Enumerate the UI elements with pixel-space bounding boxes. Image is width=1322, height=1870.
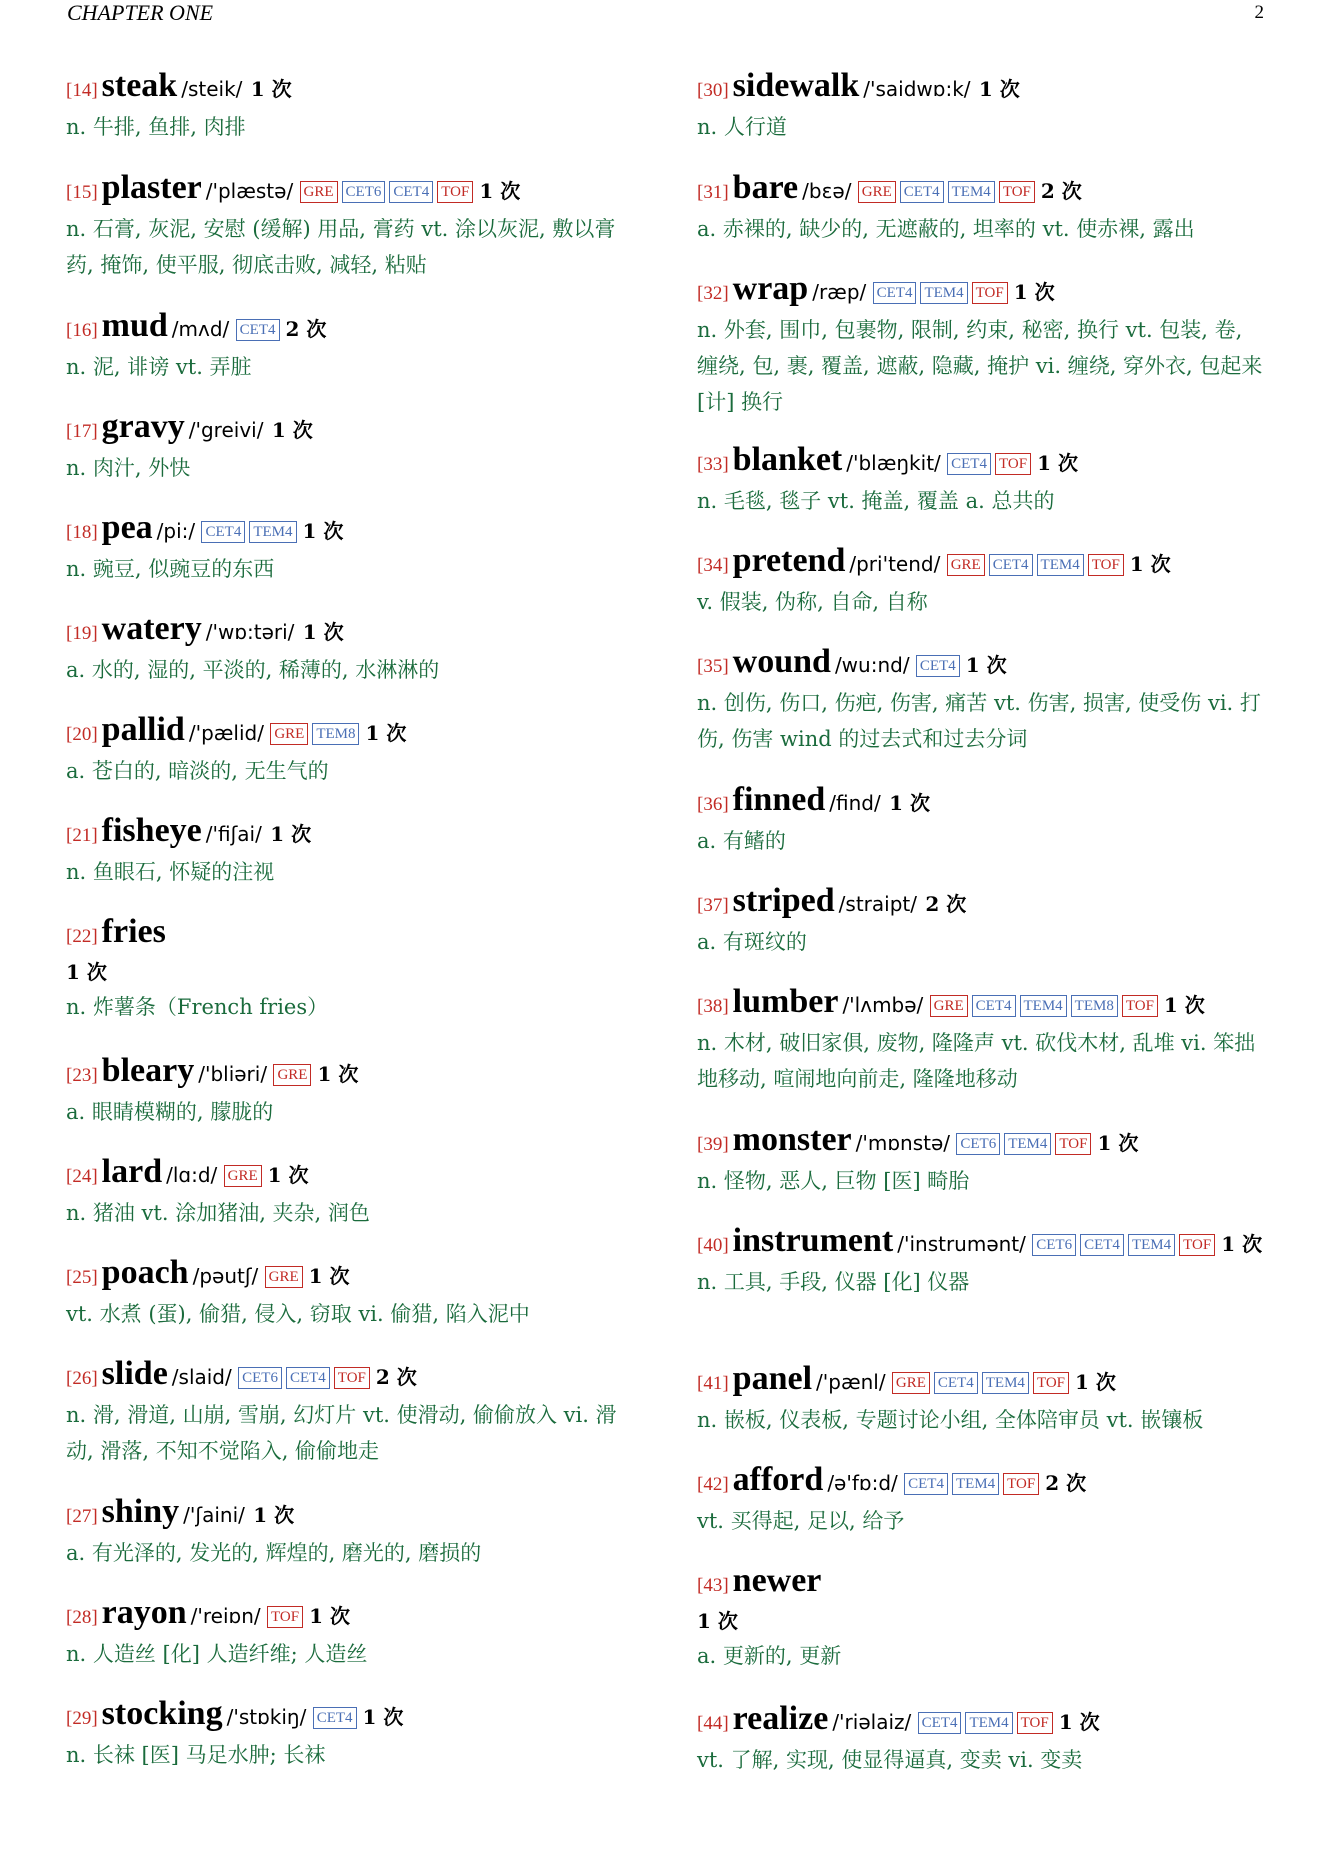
- entry-number: [39]: [697, 1134, 729, 1155]
- occurrence-count: 2 次: [1040, 179, 1082, 203]
- exam-tag-cet6: CET6: [342, 181, 386, 203]
- entry-number: [23]: [66, 1065, 98, 1086]
- entry-number: [40]: [697, 1235, 729, 1256]
- exam-tag-tof: TOF: [999, 181, 1035, 203]
- vocab-entry: [66, 170, 638, 283]
- exam-tag-cet4: CET4: [236, 319, 280, 341]
- definition: n. 人造丝 [化] 人造纤维; 人造丝: [66, 1642, 368, 1666]
- definition: a. 苍白的, 暗淡的, 无生气的: [66, 759, 329, 783]
- definition: n. 木材, 破旧家俱, 废物, 隆隆声 vt. 砍伐木材, 乱堆 vi. 笨拙地移动, 喧闹地向前走, 隆隆地移动: [697, 1031, 1256, 1091]
- entry-number: [42]: [697, 1474, 729, 1495]
- exam-tag-tem4: TEM4: [249, 521, 296, 543]
- vocab-entry: [697, 170, 1267, 247]
- definition: n. 创伤, 伤口, 伤疤, 伤害, 痛苦 vt. 伤害, 损害, 使受伤 vi. 打伤, 伤害 wind 的过去式和过去分词: [697, 691, 1261, 751]
- headword: gravy: [101, 408, 185, 445]
- definition: a. 眼睛模糊的, 朦胧的: [66, 1100, 274, 1124]
- headword: watery: [101, 610, 202, 647]
- phonetic: /steik/: [181, 77, 243, 101]
- definition: n. 鱼眼石, 怀疑的注视: [66, 860, 275, 884]
- entry-headline: [66, 409, 638, 450]
- phonetic: /'riəlaiz/: [832, 1710, 912, 1734]
- occurrence-count: 1 次: [1163, 993, 1205, 1017]
- exam-tag-tem4: TEM4: [952, 1473, 999, 1495]
- occurrence-count: 1 次: [267, 1163, 309, 1187]
- vocab-entry: [697, 1223, 1267, 1300]
- definition: a. 有光泽的, 发光的, 辉煌的, 磨光的, 磨损的: [66, 1541, 482, 1565]
- occurrence-count: 1 次: [1013, 280, 1055, 304]
- vocab-entry: [697, 271, 1267, 420]
- exam-tag-gre: GRE: [300, 181, 338, 203]
- headword: afford: [732, 1461, 824, 1498]
- entry-headline: [66, 308, 638, 349]
- vocab-entry: [697, 883, 1267, 960]
- headword: sidewalk: [732, 67, 860, 104]
- phonetic: /'mɒnstə/: [855, 1131, 951, 1155]
- entry-headline: [697, 1701, 1267, 1742]
- phonetic: /ə'fɒ:d/: [827, 1471, 898, 1495]
- occurrence-count: 1 次: [1037, 451, 1078, 475]
- entry-headline: [697, 644, 1267, 685]
- definition: n. 牛排, 鱼排, 肉排: [66, 115, 246, 139]
- headword: poach: [101, 1254, 189, 1291]
- vocab-entry: [66, 68, 638, 145]
- occurrence-count: 1 次: [253, 1503, 295, 1527]
- occurrence-count: 1 次: [1075, 1370, 1116, 1394]
- definition: v. 假装, 伪称, 自命, 自称: [697, 590, 928, 614]
- entry-headline: [66, 170, 638, 211]
- phonetic: /bɛə/: [802, 179, 852, 203]
- exam-tag-tem4: TEM4: [1004, 1133, 1051, 1155]
- entry-headline: [697, 883, 1267, 924]
- headword: plaster: [101, 169, 202, 206]
- page-number: 2: [1254, 2, 1264, 23]
- exam-tag-tof: TOF: [1088, 554, 1124, 576]
- entry-headline: [697, 1122, 1267, 1163]
- definition: n. 石膏, 灰泥, 安慰 (缓解) 用品, 膏药 vt. 涂以灰泥, 敷以膏药, 掩饰, 使平服, 彻底击败, 减轻, 粘贴: [66, 217, 616, 277]
- headword: pea: [101, 509, 153, 546]
- exam-tag-tem4: TEM4: [920, 282, 967, 304]
- occurrence-count: 1 次: [250, 77, 292, 101]
- entry-headline: [697, 782, 1267, 823]
- vocab-entry: [66, 1494, 638, 1571]
- headword: instrument: [732, 1222, 894, 1259]
- vocab-entry: [697, 68, 1267, 145]
- occurrence-count: 1 次: [302, 519, 344, 543]
- exam-tag-tem8: TEM8: [312, 723, 359, 745]
- definition: n. 人行道: [697, 115, 787, 139]
- definition: n. 嵌板, 仪表板, 专题讨论小组, 全体陪审员 vt. 嵌镶板: [697, 1408, 1204, 1432]
- entry-headline: [66, 510, 638, 551]
- entry-number: [21]: [66, 825, 98, 846]
- entry-headline: [66, 1154, 638, 1195]
- vocab-entry: [697, 1462, 1267, 1539]
- entry-headline: [66, 1255, 638, 1296]
- definition: n. 豌豆, 似豌豆的东西: [66, 557, 275, 581]
- entry-headline: [66, 1356, 638, 1397]
- exam-tag-tem4: TEM4: [1128, 1234, 1175, 1256]
- entry-headline: [66, 1494, 638, 1535]
- vocab-entry: [697, 782, 1267, 859]
- occurrence-count: 1 次: [1221, 1232, 1263, 1256]
- phonetic: /'bliəri/: [198, 1062, 268, 1086]
- phonetic: /pi:/: [156, 519, 196, 543]
- vocab-entry: [697, 1701, 1267, 1778]
- headword: stocking: [101, 1695, 223, 1732]
- vocab-entry: [66, 914, 638, 1025]
- entry-headline: [697, 442, 1267, 483]
- phonetic: /'plæstə/: [205, 179, 294, 203]
- exam-tag-cet4: CET4: [286, 1367, 330, 1389]
- exam-tag-gre: GRE: [224, 1165, 262, 1187]
- phonetic: /'pænl/: [816, 1370, 886, 1394]
- vocab-entry: [66, 1255, 638, 1332]
- vocab-entry: [66, 611, 638, 688]
- phonetic: /'fiʃai/: [205, 822, 262, 846]
- headword: finned: [732, 781, 826, 818]
- definition: vt. 买得起, 足以, 给予: [697, 1509, 905, 1533]
- phonetic: /'reiɒn/: [190, 1604, 261, 1628]
- occurrence-count: 1 次: [302, 620, 344, 644]
- definition: vt. 了解, 实现, 使显得逼真, 变卖 vi. 变卖: [697, 1748, 1083, 1772]
- entry-number: [25]: [66, 1267, 98, 1288]
- entry-number: [34]: [697, 555, 729, 576]
- exam-tag-cet4: CET4: [201, 521, 245, 543]
- definition: a. 水的, 湿的, 平淡的, 稀薄的, 水淋淋的: [66, 658, 440, 682]
- vocab-entry: [66, 1356, 638, 1469]
- exam-tag-tof: TOF: [1055, 1133, 1091, 1155]
- exam-tag-tof: TOF: [1033, 1372, 1069, 1394]
- headword: realize: [732, 1700, 829, 1737]
- occurrence-count: 1 次: [270, 822, 312, 846]
- entry-number: [26]: [66, 1368, 98, 1389]
- occurrence-count: 1 次: [697, 1609, 738, 1633]
- occurrence-count: 1 次: [317, 1062, 359, 1086]
- occurrence-count: 1 次: [965, 653, 1007, 677]
- entry-number: [29]: [66, 1708, 98, 1729]
- entry-headline: [66, 68, 638, 109]
- phonetic: /find/: [829, 791, 881, 815]
- definition: n. 外套, 围巾, 包裹物, 限制, 约束, 秘密, 换行 vt. 包装, 卷, 缠绕, 包, 裹, 覆盖, 遮蔽, 隐藏, 掩护 vi. 缠绕, 穿外衣, 包起来 [计] 换行: [697, 318, 1263, 414]
- entry-number: [20]: [66, 724, 98, 745]
- exam-tag-tof: TOF: [1003, 1473, 1039, 1495]
- occurrence-count: 1 次: [978, 77, 1020, 101]
- exam-tag-tof: TOF: [995, 453, 1031, 475]
- headword: newer: [732, 1562, 822, 1599]
- exam-tag-gre: GRE: [947, 554, 985, 576]
- entry-number: [35]: [697, 656, 729, 677]
- exam-tag-cet4: CET4: [916, 655, 960, 677]
- occurrence-count: 1 次: [271, 418, 313, 442]
- vocab-entry: [66, 1154, 638, 1231]
- occurrence-count: 2 次: [375, 1365, 417, 1389]
- entry-number: [38]: [697, 996, 729, 1017]
- entry-number: [15]: [66, 182, 98, 203]
- occurrence-count: 1 次: [362, 1705, 404, 1729]
- definition: a. 有斑纹的: [697, 930, 807, 954]
- occurrence-count: 2 次: [285, 317, 327, 341]
- phonetic: /'ʃaini/: [183, 1503, 245, 1527]
- entry-number: [16]: [66, 320, 98, 341]
- entry-headline: [697, 1223, 1267, 1264]
- vocab-entry: [66, 1696, 638, 1773]
- definition: n. 肉汁, 外快: [66, 456, 191, 480]
- exam-tag-tof: TOF: [334, 1367, 370, 1389]
- exam-tag-gre: GRE: [892, 1372, 930, 1394]
- headword: shiny: [101, 1493, 180, 1530]
- exam-tag-tem4: TEM4: [982, 1372, 1029, 1394]
- phonetic: /straipt/: [838, 892, 917, 916]
- entry-headline: [697, 1361, 1267, 1402]
- exam-tag-cet4: CET4: [918, 1712, 962, 1734]
- exam-tag-cet4: CET4: [904, 1473, 948, 1495]
- entry-headline: [66, 1696, 638, 1737]
- headword: wrap: [732, 270, 809, 307]
- exam-tag-cet4: CET4: [947, 453, 991, 475]
- phonetic: /slaid/: [171, 1365, 232, 1389]
- definition: vt. 水煮 (蛋), 偷猎, 侵入, 窃取 vi. 偷猎, 陷入泥中: [66, 1302, 530, 1326]
- exam-tag-cet6: CET6: [956, 1133, 1000, 1155]
- phonetic: /'saidwɒ:k/: [863, 77, 971, 101]
- entry-number: [17]: [66, 421, 98, 442]
- entry-headline: [697, 170, 1267, 211]
- exam-tag-cet4: CET4: [972, 995, 1016, 1017]
- entry-headline: [697, 984, 1267, 1025]
- headword: panel: [732, 1360, 813, 1397]
- entry-number: [37]: [697, 895, 729, 916]
- headword: lard: [101, 1153, 163, 1190]
- entry-headline: [66, 914, 638, 955]
- vocab-entry: [66, 409, 638, 486]
- entry-number: [44]: [697, 1713, 729, 1734]
- exam-tag-tem4: TEM4: [965, 1712, 1012, 1734]
- exam-tag-gre: GRE: [270, 723, 308, 745]
- phonetic: /'wɒ:təri/: [205, 620, 295, 644]
- entry-headline: [697, 1563, 1267, 1604]
- exam-tag-cet4: CET4: [1080, 1234, 1124, 1256]
- definition: n. 工具, 手段, 仪器 [化] 仪器: [697, 1270, 970, 1294]
- occurrence-count: 1 次: [66, 960, 107, 984]
- phonetic: /pri'tend/: [849, 552, 941, 576]
- phonetic: /mʌd/: [171, 317, 230, 341]
- entry-number: [14]: [66, 80, 98, 101]
- headword: wound: [732, 643, 831, 680]
- headword: bare: [732, 169, 799, 206]
- vocab-entry: [66, 308, 638, 385]
- definition: n. 怪物, 恶人, 巨物 [医] 畸胎: [697, 1169, 970, 1193]
- entry-number: [43]: [697, 1575, 729, 1596]
- vocab-entry: [697, 1122, 1267, 1199]
- vocab-entry: [66, 712, 638, 789]
- page-header: [0, 0, 1322, 40]
- phonetic: /'pælid/: [188, 721, 264, 745]
- vocab-entry: [66, 510, 638, 587]
- vocab-entry: [697, 543, 1267, 620]
- entry-number: [28]: [66, 1607, 98, 1628]
- definition: a. 赤裸的, 缺少的, 无遮蔽的, 坦率的 vt. 使赤裸, 露出: [697, 217, 1195, 241]
- exam-tag-cet6: CET6: [1032, 1234, 1076, 1256]
- vocab-entry: [697, 1361, 1267, 1438]
- occurrence-count: 1 次: [889, 791, 930, 815]
- definition: n. 炸薯条（French fries）: [66, 995, 329, 1019]
- phonetic: /'instrumənt/: [897, 1232, 1026, 1256]
- exam-tag-cet4: CET4: [989, 554, 1033, 576]
- vocab-entry: [66, 1053, 638, 1130]
- exam-tag-tof: TOF: [1122, 995, 1158, 1017]
- phonetic: /'stɒkiŋ/: [226, 1705, 307, 1729]
- entry-headline: [66, 1595, 638, 1636]
- headword: blanket: [732, 441, 843, 478]
- vocab-entry: [697, 644, 1267, 757]
- headword: pretend: [732, 542, 846, 579]
- entry-number: [18]: [66, 522, 98, 543]
- headword: pallid: [101, 711, 185, 748]
- entry-headline: [697, 1462, 1267, 1503]
- entry-headline: [697, 543, 1267, 584]
- exam-tag-gre: GRE: [265, 1266, 303, 1288]
- phonetic: /pəutʃ/: [192, 1264, 259, 1288]
- entry-headline: [66, 813, 638, 854]
- entry-number: [22]: [66, 926, 98, 947]
- definition: n. 泥, 诽谤 vt. 弄脏: [66, 355, 252, 379]
- exam-tag-cet6: CET6: [238, 1367, 282, 1389]
- headword: slide: [101, 1355, 168, 1392]
- exam-tag-cet4: CET4: [389, 181, 433, 203]
- vocab-entry: [66, 813, 638, 890]
- phonetic: /'greivi/: [188, 418, 264, 442]
- vocab-entry: [66, 1595, 638, 1672]
- headword: lumber: [732, 983, 839, 1020]
- phonetic: /lɑ:d/: [166, 1163, 218, 1187]
- entry-headline: [697, 271, 1267, 312]
- occurrence-count: 1 次: [479, 179, 521, 203]
- exam-tag-cet4: CET4: [873, 282, 917, 304]
- occurrence-count: 1 次: [1129, 552, 1171, 576]
- exam-tag-gre: GRE: [858, 181, 896, 203]
- entry-number: [32]: [697, 283, 729, 304]
- entry-headline: [697, 68, 1267, 109]
- entry-headline: [66, 1053, 638, 1094]
- definition: n. 猪油 vt. 涂加猪油, 夹杂, 润色: [66, 1201, 370, 1225]
- exam-tag-tem4: TEM4: [948, 181, 995, 203]
- occurrence-count: 1 次: [365, 721, 407, 745]
- headword: rayon: [101, 1594, 187, 1631]
- occurrence-count: 1 次: [1058, 1710, 1100, 1734]
- headword: mud: [101, 307, 168, 344]
- entry-number: [19]: [66, 623, 98, 644]
- headword: striped: [732, 882, 835, 919]
- definition: n. 毛毯, 毯子 vt. 掩盖, 覆盖 a. 总共的: [697, 489, 1055, 513]
- exam-tag-tof: TOF: [1017, 1712, 1053, 1734]
- definition: n. 长袜 [医] 马足水肿; 长袜: [66, 1743, 326, 1767]
- exam-tag-gre: GRE: [273, 1064, 311, 1086]
- definition: n. 滑, 滑道, 山崩, 雪崩, 幻灯片 vt. 使滑动, 偷偷放入 vi. 滑动, 滑落, 不知不觉陷入, 偷偷地走: [66, 1403, 617, 1463]
- entry-number: [31]: [697, 182, 729, 203]
- vocab-entry: [697, 442, 1267, 519]
- chapter-title: CHAPTER ONE: [67, 0, 214, 25]
- occurrence-count: 1 次: [308, 1264, 350, 1288]
- entry-number: [27]: [66, 1506, 98, 1527]
- vocab-entry: [697, 984, 1267, 1097]
- exam-tag-tem8: TEM8: [1071, 995, 1118, 1017]
- headword: fries: [101, 913, 166, 950]
- occurrence-count: 2 次: [1045, 1471, 1087, 1495]
- occurrence-count: 2 次: [925, 892, 967, 916]
- headword: monster: [732, 1121, 852, 1158]
- entry-number: [24]: [66, 1166, 98, 1187]
- entry-number: [41]: [697, 1373, 729, 1394]
- phonetic: /ræp/: [812, 280, 867, 304]
- exam-tag-tem4: TEM4: [1037, 554, 1084, 576]
- phonetic: /'lʌmbə/: [842, 993, 924, 1017]
- definition: a. 更新的, 更新: [697, 1644, 842, 1668]
- exam-tag-cet4: CET4: [313, 1707, 357, 1729]
- entry-headline: [66, 712, 638, 753]
- phonetic: /wu:nd/: [834, 653, 910, 677]
- definition: a. 有鳍的: [697, 829, 786, 853]
- exam-tag-tof: TOF: [972, 282, 1008, 304]
- exam-tag-tof: TOF: [1179, 1234, 1215, 1256]
- exam-tag-tof: TOF: [267, 1606, 303, 1628]
- vocab-entry: [697, 1563, 1267, 1674]
- headword: bleary: [101, 1052, 195, 1089]
- exam-tag-cet4: CET4: [934, 1372, 978, 1394]
- headword: fisheye: [101, 812, 202, 849]
- entry-number: [30]: [697, 80, 729, 101]
- entry-number: [33]: [697, 454, 729, 475]
- occurrence-count: 1 次: [1097, 1131, 1139, 1155]
- exam-tag-gre: GRE: [930, 995, 968, 1017]
- exam-tag-cet4: CET4: [900, 181, 944, 203]
- occurrence-count: 1 次: [309, 1604, 350, 1628]
- phonetic: /'blæŋkit/: [846, 451, 941, 475]
- exam-tag-tem4: TEM4: [1020, 995, 1067, 1017]
- headword: steak: [101, 67, 178, 104]
- entry-number: [36]: [697, 794, 729, 815]
- entry-headline: [66, 611, 638, 652]
- exam-tag-tof: TOF: [437, 181, 473, 203]
